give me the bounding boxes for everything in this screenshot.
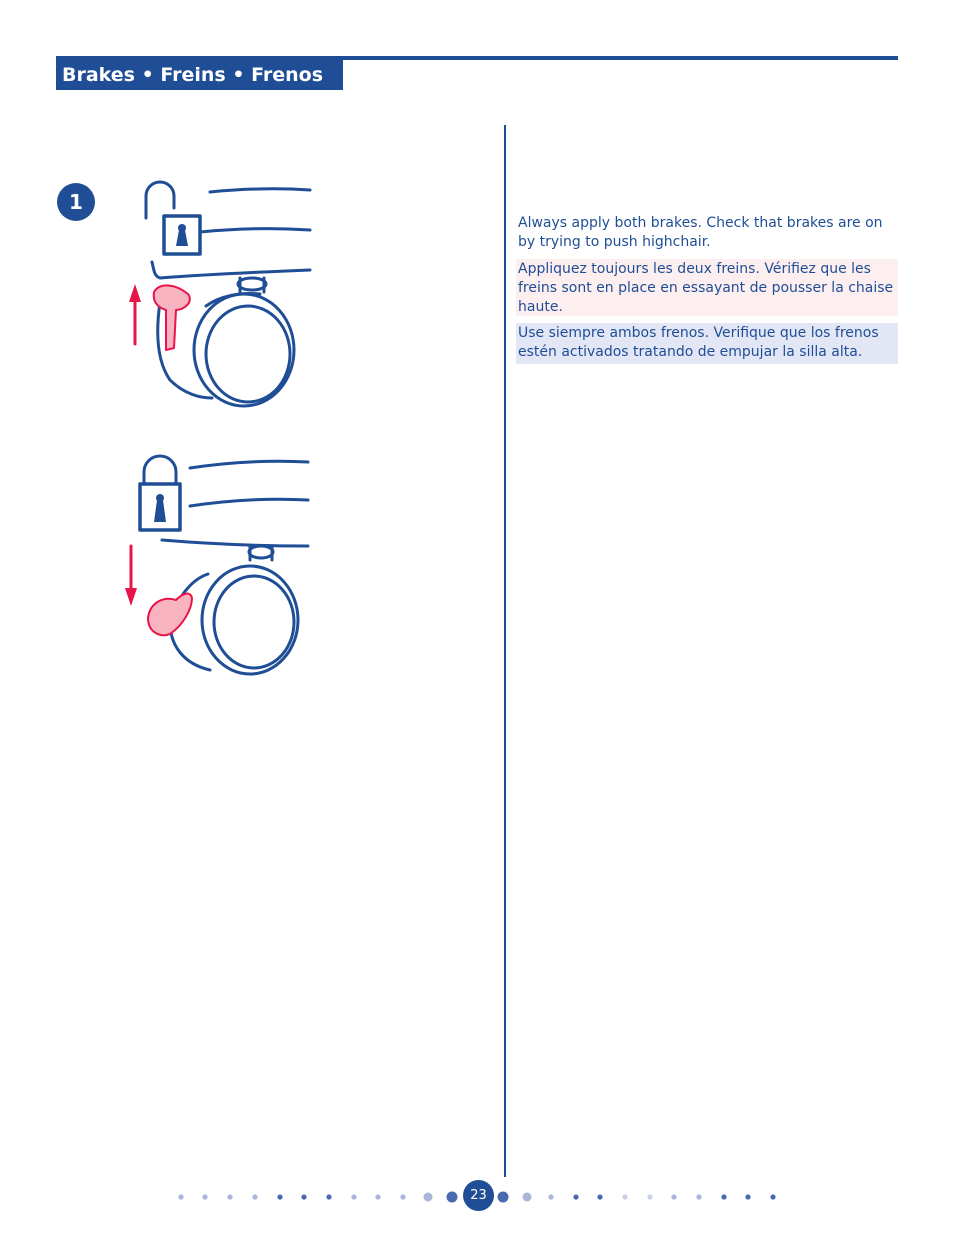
down-arrow-icon <box>125 546 137 606</box>
page-number: 23 <box>463 1180 494 1211</box>
brake-pedal-down <box>148 594 192 636</box>
brake-released-illustration <box>120 180 320 415</box>
locked-padlock-icon <box>140 456 180 530</box>
instruction-french: Appliquez toujours les deux freins. Vérifiez que les freins sont en place en essayant de pousser la chaise haute. <box>516 259 898 316</box>
instruction-english: Always apply both brakes. Check that brakes are on by trying to push highchair. <box>518 215 883 250</box>
instruction-spanish: Use siempre ambos frenos. Verifique que los frenos estén activados tratando de empujar la silla alta. <box>516 323 898 364</box>
section-title: Brakes • Freins • Frenos <box>56 60 343 90</box>
step-number-badge: 1 <box>57 183 95 221</box>
up-arrow-icon <box>129 284 141 344</box>
unlocked-padlock-icon <box>146 182 200 254</box>
brake-applied-illustration <box>120 450 320 680</box>
column-divider <box>504 125 506 1177</box>
